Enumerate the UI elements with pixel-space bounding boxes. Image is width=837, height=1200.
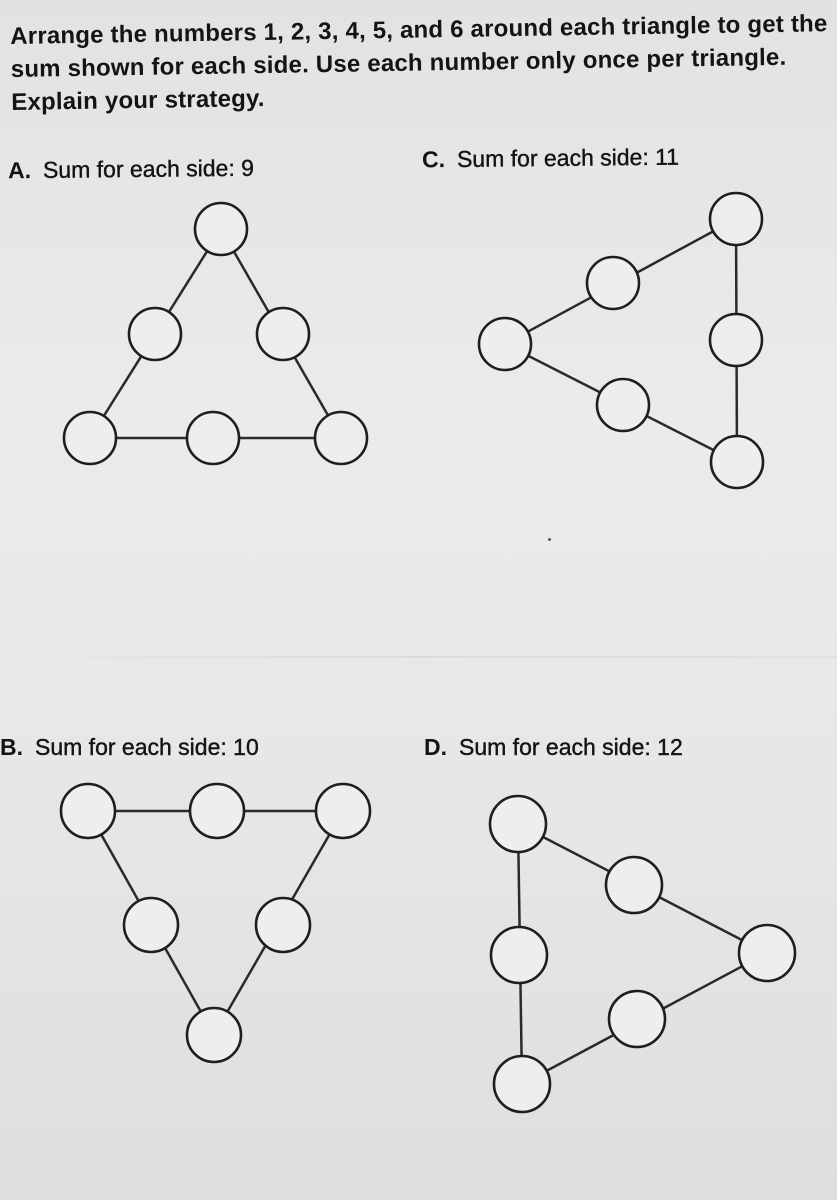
triangle-c [479,193,763,488]
problem-c-label [422,144,679,174]
triangle-d-circle-upper-mid[interactable] [606,857,662,913]
triangle-c-circle-right-mid[interactable] [710,314,762,366]
triangle-a-circle-bottom-left[interactable] [64,412,116,464]
problem-d-label [424,734,683,761]
triangle-d-circle-bottom[interactable] [494,1056,550,1112]
triangle-d-circle-top[interactable] [490,796,546,852]
triangle-a [64,203,367,464]
problem-a-label [8,155,254,185]
triangle-a-circle-top[interactable] [195,203,247,255]
instructions-text: Arrange the numbers 1, 2, 3, 4, 5, and 6 around each triangle to get the sum shown for each side. Use each number only once per triangle. Explain your strategy. [10,10,828,116]
triangle-b-circle-right-mid[interactable] [256,898,310,952]
triangle-d-circle-left-mid[interactable] [491,927,547,983]
triangle-a-circle-right-mid[interactable] [257,308,309,360]
pencil-mark [548,538,551,541]
triangle-a-circle-bottom-mid[interactable] [187,412,239,464]
triangle-a-circle-bottom-right[interactable] [315,412,367,464]
triangle-c-circle-left[interactable] [479,318,531,370]
triangle-c-circle-lower-mid[interactable] [597,379,649,431]
problem-d-sum: Sum for each side: 12 [459,734,683,760]
triangle-d [490,796,795,1112]
problem-c-letter: C. [421,146,446,173]
triangle-c-circle-top[interactable] [710,193,762,245]
problem-b-letter: B. [0,734,23,760]
triangle-b-circle-left-mid[interactable] [124,898,178,952]
triangle-c-circle-bottom[interactable] [711,436,763,488]
triangle-b-circle-top-left[interactable] [61,784,115,838]
problem-a-letter: A. [7,157,32,184]
triangle-b-circle-bottom[interactable] [187,1008,241,1062]
paper-fold-line [0,656,837,658]
problem-a-sum: Sum for each side: 9 [42,154,255,183]
triangle-a-circle-left-mid[interactable] [129,308,181,360]
triangle-d-circle-right[interactable] [739,925,795,981]
triangle-d-circle-lower-mid[interactable] [609,991,665,1047]
triangle-b [61,784,370,1062]
problem-b-sum: Sum for each side: 10 [35,734,259,760]
problem-d-letter: D. [424,734,447,760]
problem-c-sum: Sum for each side: 11 [456,143,680,172]
triangle-b-circle-top-mid[interactable] [190,784,244,838]
problem-b-label [0,734,259,761]
triangle-c-circle-upper-mid[interactable] [587,257,639,309]
triangle-b-circle-top-right[interactable] [316,784,370,838]
